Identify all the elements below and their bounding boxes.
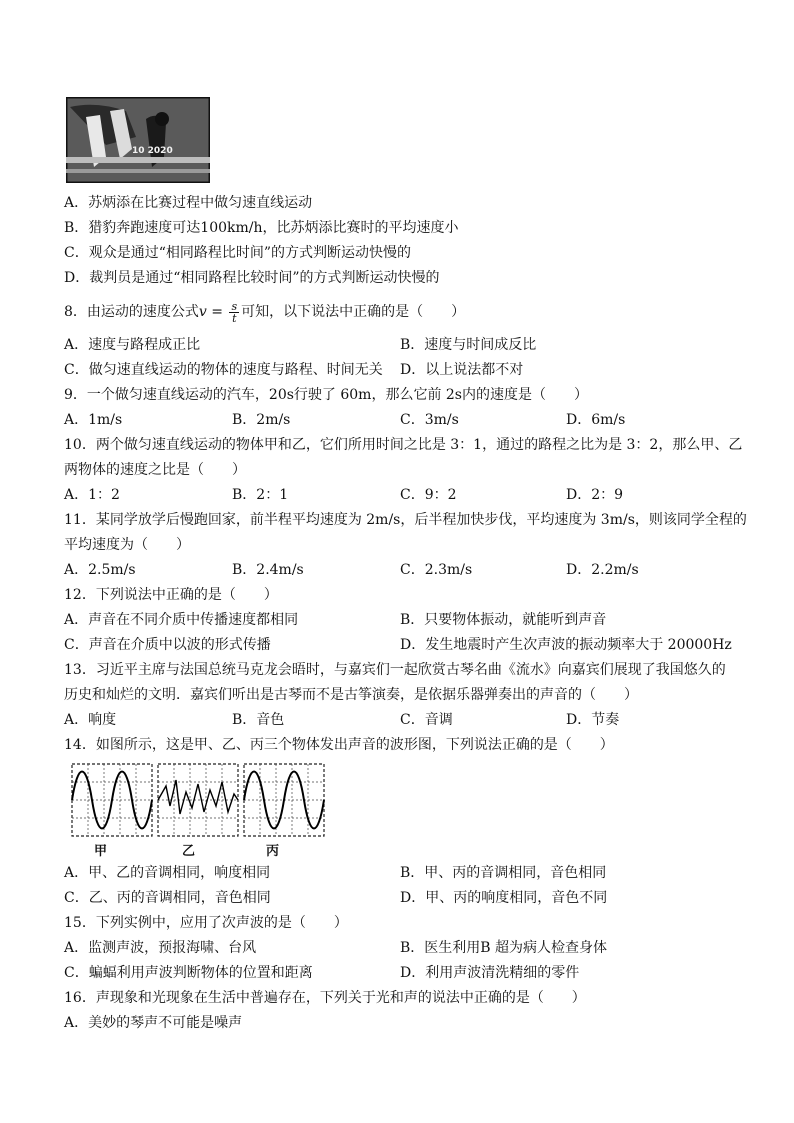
- q14-option-d: D．甲、丙的响度相同，音色不同: [400, 890, 608, 906]
- q8-option-b: B．速度与时间成反比: [400, 337, 537, 353]
- q8-option-a: A．速度与路程成正比: [64, 337, 201, 353]
- q11-option-b: B．2.4m/s: [232, 562, 304, 578]
- q14-option-c: C．乙、丙的音调相同，音色相同: [64, 890, 271, 906]
- q14-option-b: B．甲、丙的音调相同，音色相同: [400, 865, 607, 881]
- q13-option-c: C．音调: [400, 712, 453, 728]
- q14-stem: 14．如图所示，这是甲、乙、丙三个物体发出声音的波形图，下列说法正确的是（ ）: [64, 737, 614, 753]
- q8-options-row1: [64, 333, 734, 357]
- q14-options-row1: [64, 861, 734, 885]
- q12-option-d: D．发生地震时产生次声波的振动频率大于 20000Hz: [400, 637, 732, 653]
- q13-option-a: A．响度: [64, 712, 117, 728]
- q9-option-d: D．6m/s: [566, 412, 626, 428]
- q10-option-a: A．1：2: [64, 487, 120, 503]
- q8-option-c: C．做匀速直线运动的物体的速度与路程、时间无关: [64, 362, 383, 378]
- race-photo: [66, 97, 210, 183]
- q16-stem: 16．声现象和光现象在生活中普遍存在，下列关于光和声的说法中正确的是（ ）: [64, 990, 586, 1006]
- q10-stem-line1: 10．两个做匀速直线运动的物体甲和乙，它们所用时间之比是 3：1，通过的路程之比为是 3：2，那么甲、乙: [64, 437, 743, 453]
- waveform-panel-jia: [72, 764, 152, 836]
- q11-option-a: A．2.5m/s: [64, 562, 136, 578]
- q11-option-c: C．2.3m/s: [400, 562, 473, 578]
- q8-options-row2: [64, 358, 734, 382]
- q12-option-a: A．声音在不同介质中传播速度都相同: [64, 612, 299, 628]
- q8-stem-after: 可知，以下说法中正确的是（ ）: [241, 304, 466, 320]
- q11-stem-line1: 11．某同学放学后慢跑回家，前半程平均速度为 2m/s，后半程加快步伐，平均速度为 3m/s，则该同学全程的: [64, 512, 747, 528]
- q13-options: [64, 708, 734, 732]
- q10-option-d: D．2：9: [566, 487, 624, 503]
- q11-options: [64, 558, 734, 582]
- formula-fraction: [229, 301, 239, 324]
- q10-option-c: C．9：2: [400, 487, 457, 503]
- q12-options-row2: [64, 633, 734, 657]
- q7-option-d: D．裁判员是通过“相同路程比较时间”的方式判断运动快慢的: [64, 270, 440, 286]
- waveform-panel-yi: [158, 764, 238, 836]
- q16-option-a: A．美妙的琴声不可能是噪声: [64, 1015, 243, 1031]
- q13-stem-line1: 13．习近平主席与法国总统马克龙会晤时，与嘉宾们一起欣赏古琴名曲《流水》向嘉宾们展现了我国悠久的: [64, 662, 726, 678]
- q11-option-d: D．2.2m/s: [566, 562, 639, 578]
- q15-options-row1: [64, 936, 734, 960]
- q8-option-d: D．以上说法都不对: [400, 362, 524, 378]
- q15-option-d: D．利用声波清洗精细的零件: [400, 965, 580, 981]
- q8-stem: [64, 297, 465, 327]
- q12-options-row1: [64, 608, 734, 632]
- q7-option-a: A．苏炳添在比赛过程中做匀速直线运动: [64, 195, 313, 211]
- q15-option-b: B．医生利用B 超为病人检查身体: [400, 940, 608, 956]
- q8-stem-before: 8．由运动的速度公式: [64, 304, 199, 320]
- q12-option-c: C．声音在介质中以波的形式传播: [64, 637, 271, 653]
- q9-options: [64, 408, 734, 432]
- waveform-figure: [70, 762, 326, 854]
- q15-stem: 15．下列实例中，应用了次声波的是（ ）: [64, 915, 348, 931]
- q15-option-a: A．监测声波，预报海啸、台风: [64, 940, 257, 956]
- formula-numerator: s: [231, 299, 238, 313]
- formula-eq: =: [206, 304, 228, 320]
- waveform-panel-bing: [244, 764, 324, 836]
- waveform-label-jia: 甲: [94, 844, 108, 859]
- q11-stem-line2: 平均速度为（ ）: [64, 537, 190, 553]
- q13-option-d: D．节奏: [566, 712, 620, 728]
- q13-option-b: B．音色: [232, 712, 285, 728]
- q15-option-c: C．蝙蝠利用声波判断物体的位置和距离: [64, 965, 313, 981]
- q14-option-a: A．甲、乙的音调相同，响度相同: [64, 865, 271, 881]
- q10-stem-line2: 两物体的速度之比是（ ）: [64, 462, 246, 478]
- q14-options-row2: [64, 886, 734, 910]
- q7-option-b: B．猎豹奔跑速度可达100km/h，比苏炳添比赛时的平均速度小: [64, 220, 459, 236]
- q9-option-a: A．1m/s: [64, 412, 123, 428]
- q10-options: [64, 483, 734, 507]
- q12-option-b: B．只要物体振动，就能听到声音: [400, 612, 607, 628]
- q9-stem: 9．一个做匀速直线运动的汽车，20s行驶了 60m，那么它前 2s内的速度是（ ）: [64, 387, 588, 403]
- q15-options-row2: [64, 961, 734, 985]
- q12-stem: 12．下列说法中正确的是（ ）: [64, 587, 278, 603]
- formula-denominator: t: [232, 311, 237, 325]
- q13-stem-line2: 历史和灿烂的文明．嘉宾们听出是古琴而不是古筝演奏，是依据乐器弹奏出的声音的（ ）: [64, 687, 638, 703]
- photo-caption: 10 2020: [132, 146, 173, 156]
- q10-option-b: B．2：1: [232, 487, 289, 503]
- waveform-label-bing: 丙: [266, 844, 280, 859]
- formula-v: v: [198, 304, 207, 320]
- q7-option-c: C．观众是通过“相同路程比时间”的方式判断运动快慢的: [64, 245, 412, 261]
- q9-option-c: C．3m/s: [400, 412, 459, 428]
- q9-option-b: B．2m/s: [232, 412, 291, 428]
- waveform-label-yi: 乙: [182, 844, 196, 859]
